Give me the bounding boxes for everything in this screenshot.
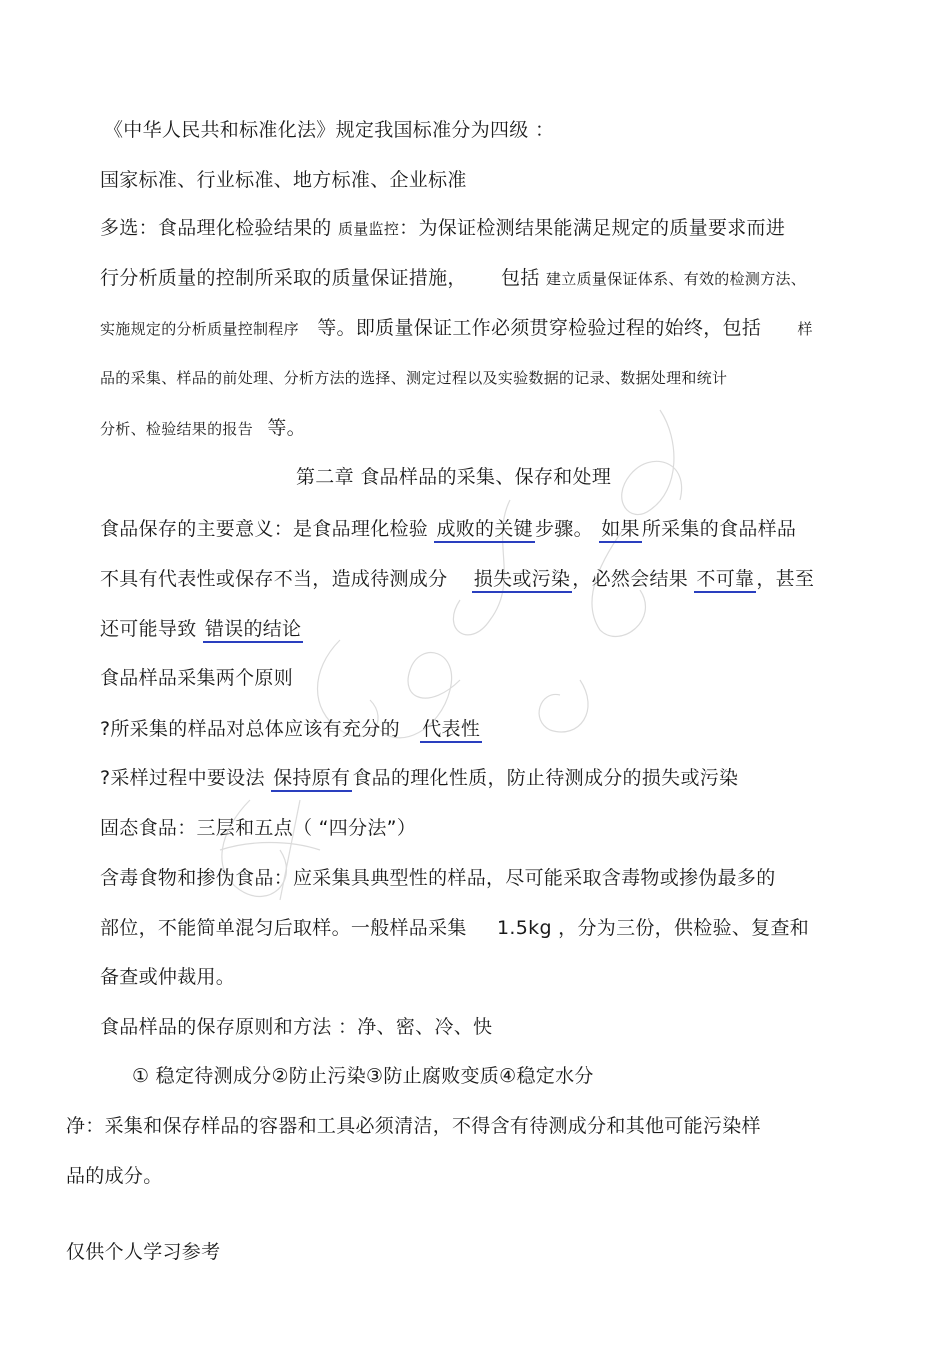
text-span: 食品样品采集两个原则 bbox=[100, 667, 294, 689]
text-span: 1.5kg bbox=[497, 917, 552, 939]
footer-note bbox=[66, 1239, 220, 1265]
text-span: 建立质量保证体系、有效的检测方法、 bbox=[546, 270, 807, 288]
text-span: 净：采集和保存样品的容器和工具必须清洁，不得含有待测成分和其他可能污染样 bbox=[66, 1115, 761, 1137]
text-line bbox=[100, 566, 814, 593]
text-line bbox=[100, 1014, 492, 1040]
text-span: 品的采集、样品的前处理、分析方法的选择、测定过程以及实验数据的记录、数据处理和统计 bbox=[100, 369, 728, 387]
text-span: ?采样过程中要设法 bbox=[100, 767, 265, 789]
text-line bbox=[104, 117, 554, 143]
text-span: 不具有代表性或保存不当，造成待测成分 bbox=[100, 568, 448, 590]
text-span: 所采集的食品样品 bbox=[641, 518, 797, 540]
text-span: 国家标准、行业标准、地方标准、企业标准 bbox=[100, 169, 467, 191]
text-span: 《中华人民共和标准化法》规定我国标准分为四级 ： bbox=[104, 119, 555, 141]
text-line bbox=[66, 1163, 163, 1189]
text-line bbox=[100, 815, 416, 841]
text-span: 包括 bbox=[501, 267, 540, 289]
text-span: 多选：食品理化检验结果的 bbox=[100, 217, 332, 239]
text-span: 还可能导致 bbox=[100, 618, 197, 640]
text-span: 固态食品：三层和五点（ “四分法”） bbox=[100, 817, 417, 839]
text-line bbox=[100, 964, 235, 990]
text-span: 食品保存的主要意义：是食品理化检验 bbox=[100, 518, 429, 540]
text-line bbox=[100, 915, 809, 941]
underlined-term: 如果 bbox=[599, 518, 642, 543]
text-span: 第二章 食品样品的采集、保存和处理 bbox=[296, 466, 612, 488]
chapter-heading bbox=[296, 464, 611, 490]
text-span: 食品的理化性质，防止待测成分的损失或污染 bbox=[352, 767, 739, 789]
text-span: 备查或仲裁用。 bbox=[100, 966, 236, 988]
underlined-term: 成败的关键 bbox=[434, 518, 535, 543]
text-span: 等。 bbox=[267, 417, 306, 439]
text-span: 行分析质量的控制所采取的质量保证措施， bbox=[100, 267, 467, 289]
text-line bbox=[100, 665, 293, 691]
text-span: 仅供个人学习参考 bbox=[66, 1241, 221, 1263]
underlined-term: 不可靠 bbox=[694, 568, 756, 593]
text-line bbox=[100, 516, 796, 543]
text-span: ，甚至 bbox=[756, 568, 815, 590]
text-line bbox=[100, 215, 785, 242]
text-span: 品的成分。 bbox=[66, 1165, 163, 1187]
text-span: 质量监控 bbox=[337, 220, 400, 238]
underlined-term: 代表性 bbox=[420, 718, 482, 743]
text-span: ，必然会结果 bbox=[572, 568, 689, 590]
text-line bbox=[100, 716, 482, 743]
text-line bbox=[100, 315, 813, 342]
text-span: ① 稳定待测成分②防止污染③防止腐败变质④稳定水分 bbox=[132, 1065, 594, 1087]
underlined-term: 保持原有 bbox=[271, 767, 352, 792]
underlined-term: 损失或污染 bbox=[472, 568, 573, 593]
text-line bbox=[132, 1063, 594, 1089]
text-line bbox=[100, 415, 306, 442]
text-span: ，分为三份，供检验、复查和 bbox=[558, 917, 810, 939]
text-span: 样 bbox=[797, 320, 813, 338]
text-span: 食品样品的保存原则和方法 ：净、密、冷、快 bbox=[100, 1016, 493, 1038]
text-span: ?所采集的样品对总体应该有充分的 bbox=[100, 718, 400, 740]
text-span: 步骤。 bbox=[534, 518, 593, 540]
text-line bbox=[66, 1113, 761, 1139]
text-span: 分析、检验结果的报告 bbox=[100, 420, 254, 438]
text-line bbox=[100, 765, 738, 792]
text-span: ：为保证检测结果能满足规定的质量要求而进 bbox=[399, 217, 786, 239]
text-line bbox=[100, 365, 727, 391]
text-line bbox=[100, 865, 776, 891]
text-line bbox=[100, 265, 806, 292]
text-line bbox=[100, 167, 467, 193]
text-line bbox=[100, 616, 303, 643]
underlined-term: 错误的结论 bbox=[203, 618, 304, 643]
text-span: 含毒食物和掺伪食品：应采集具典型性的样品，尽可能采取含毒物或掺伪最多的 bbox=[100, 867, 776, 889]
text-span: 等。即质量保证工作必须贯穿检验过程的始终，包括 bbox=[317, 317, 762, 339]
text-span: 部位，不能简单混匀后取样。一般样品采集 bbox=[100, 917, 467, 939]
text-span: 实施规定的分析质量控制程序 bbox=[100, 320, 299, 338]
